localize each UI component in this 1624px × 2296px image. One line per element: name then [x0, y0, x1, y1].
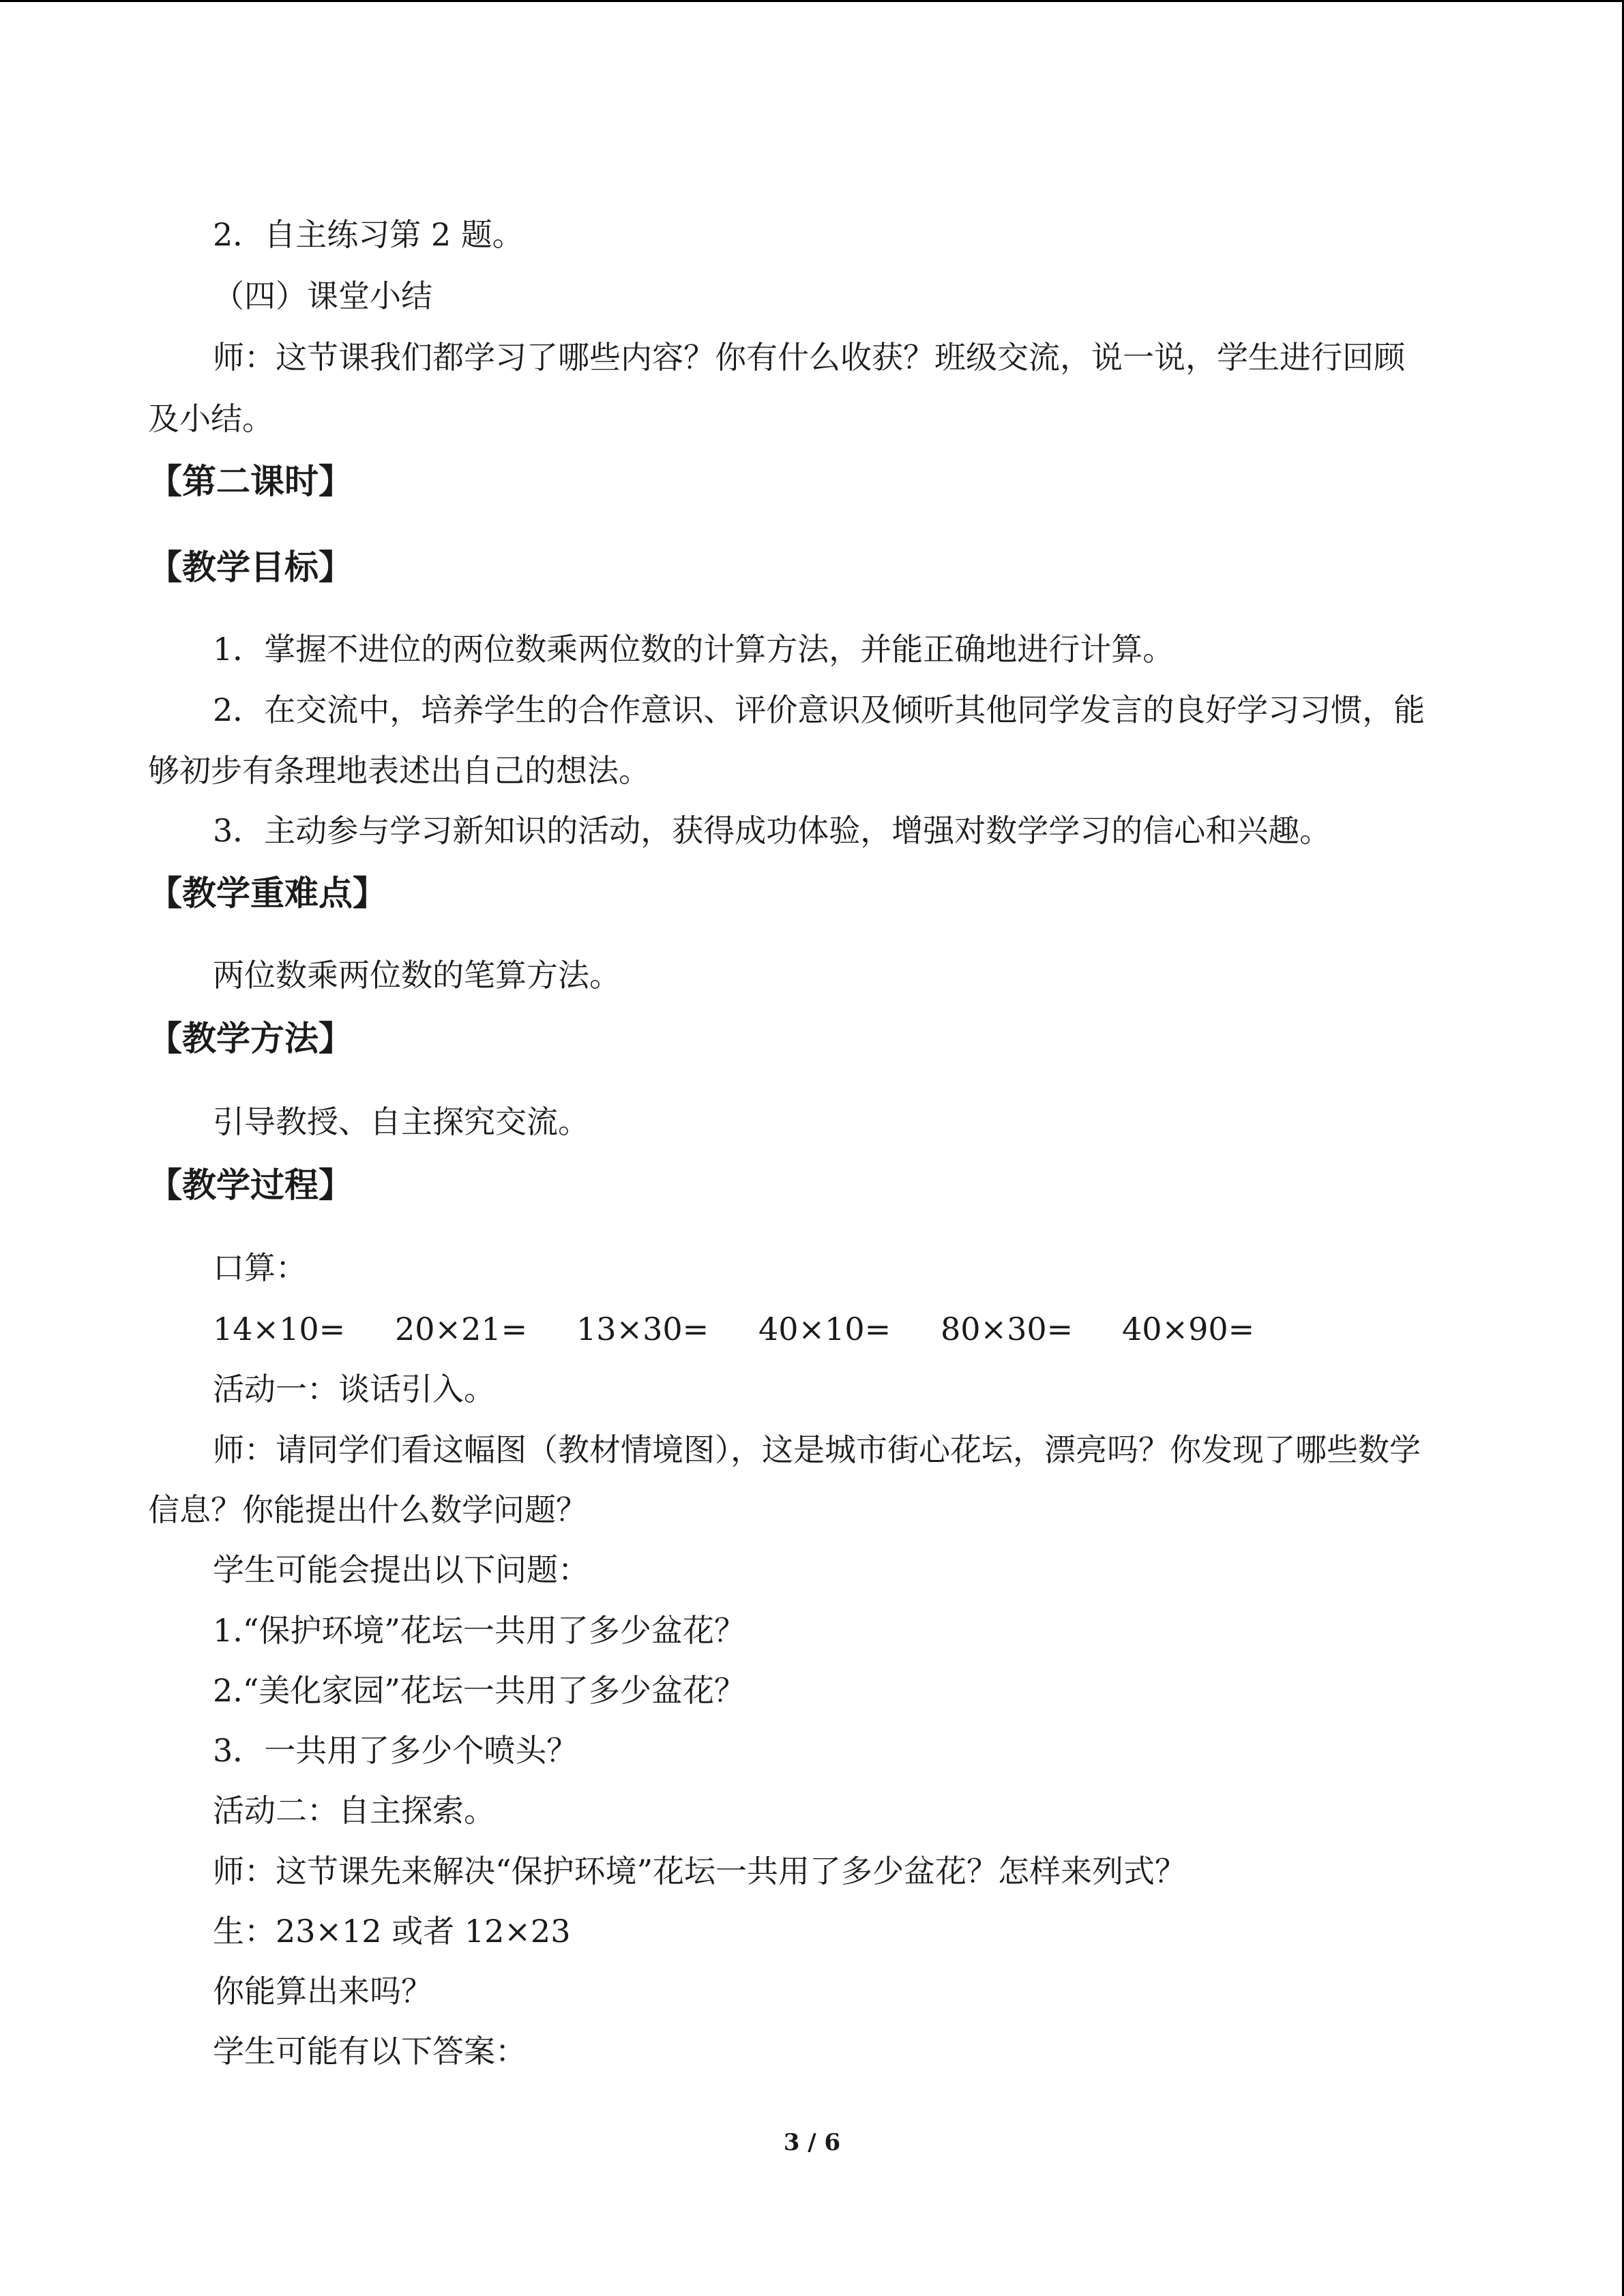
section-heading-key-points: 【教学重难点】	[148, 873, 387, 913]
paragraph-line: 生：23×12 或者 12×23	[213, 1913, 571, 1950]
paragraph-line: 你能算出来吗？	[213, 1973, 432, 2010]
paragraph-line: 2．自主练习第 2 题。	[213, 216, 524, 253]
paragraph-line: 活动一：谈话引入。	[213, 1371, 495, 1407]
calc-item: 40×10=	[758, 1311, 891, 1347]
question-item-1: 1.“保护环境”花坛一共用了多少盆花？	[213, 1612, 745, 1649]
section-heading-teaching-goals: 【教学目标】	[148, 547, 353, 587]
goal-item-2: 2．在交流中，培养学生的合作意识、评价意识及倾听其他同学发言的良好学习习惯，能	[213, 691, 1426, 728]
paragraph-line: 引导教授、自主探究交流。	[213, 1103, 589, 1140]
question-item-3: 3．一共用了多少个喷头？	[213, 1732, 578, 1769]
calc-item: 20×21=	[395, 1311, 528, 1347]
section-heading-second-lesson: 【第二课时】	[148, 461, 353, 501]
calc-item: 14×10=	[213, 1311, 346, 1347]
page-number: 3 / 6	[783, 2129, 841, 2156]
section-heading-methods: 【教学方法】	[148, 1018, 353, 1058]
goal-item-3: 3．主动参与学习新知识的活动，获得成功体验，增强对数学学习的信心和兴趣。	[213, 812, 1331, 849]
paragraph-line: 学生可能有以下答案：	[213, 2033, 527, 2070]
paragraph-line: 两位数乘两位数的笔算方法。	[213, 957, 621, 994]
section-subheading: （四）课堂小结	[213, 278, 432, 314]
paragraph-line: 师：这节课先来解决“保护环境”花坛一共用了多少盆花？怎样来列式？	[213, 1853, 1187, 1890]
question-item-2: 2.“美化家园”花坛一共用了多少盆花？	[213, 1672, 745, 1709]
paragraph-line: 信息？你能提出什么数学问题？	[148, 1491, 587, 1528]
calc-item: 80×30=	[941, 1311, 1074, 1347]
calc-item: 13×30=	[576, 1311, 709, 1347]
section-heading-process: 【教学过程】	[148, 1165, 353, 1205]
paragraph-line: 够初步有条理地表述出自己的想法。	[148, 752, 650, 789]
calc-item: 40×90=	[1122, 1311, 1255, 1347]
page-frame-top	[0, 0, 1624, 2]
paragraph-line: 学生可能会提出以下问题：	[213, 1551, 589, 1588]
paragraph-line: 师：这节课我们都学习了哪些内容？你有什么收获？班级交流，说一说，学生进行回顾	[213, 339, 1405, 376]
paragraph-line: 口算：	[213, 1249, 307, 1286]
paragraph-line: 师：请同学们看这幅图（教材情境图），这是城市街心花坛，漂亮吗？你发现了哪些数学	[213, 1431, 1421, 1468]
goal-item-1: 1．掌握不进位的两位数乘两位数的计算方法，并能正确地进行计算。	[213, 631, 1175, 668]
paragraph-line: 活动二：自主探索。	[213, 1792, 495, 1829]
paragraph-line: 及小结。	[148, 400, 274, 437]
